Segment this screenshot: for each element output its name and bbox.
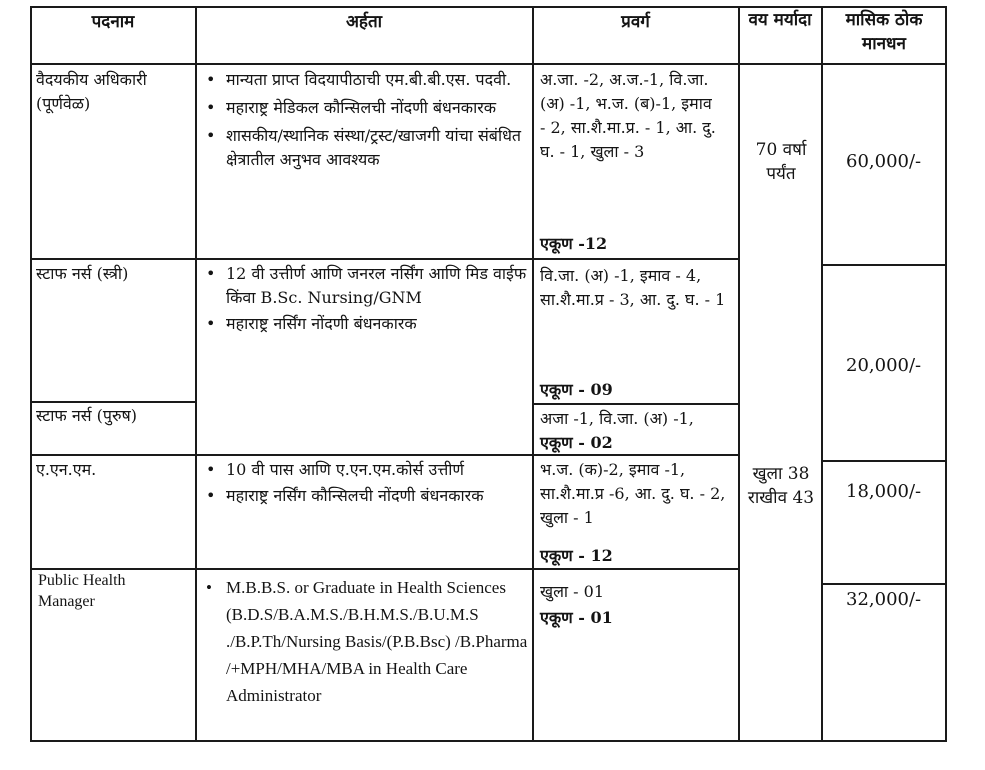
header-category: प्रवर्ग	[621, 12, 650, 32]
monthly-salary: 60,000/-	[846, 151, 922, 172]
qualification-list	[200, 458, 531, 508]
category-total: एकूण - 01	[540, 608, 613, 627]
post-name: स्टाफ नर्स (स्त्री)	[36, 264, 129, 283]
row-divider	[821, 460, 947, 462]
post-name: Public Health Manager	[38, 572, 126, 610]
qualification-item: • महाराष्ट्र नर्सिंग नोंदणी बंधनकारक	[226, 312, 531, 336]
qualification-item: • M.B.B.S. or Graduate in Health Sciences (B.D.S/B.A.M.S./B.H.M.S./B.U.M.S ./B.P.Th/Nursing Basis/(P.B.Bsc) /B.Pharma /+MPH/MHA/MBA in Health Care Administrator	[226, 574, 536, 709]
header-age-limit: वय मर्यादा	[748, 10, 812, 30]
monthly-salary: 18,000/-	[846, 481, 922, 502]
qualification-item: • महाराष्ट्र नर्सिंग कौन्सिलची नोंदणी बंधनकारक	[226, 484, 531, 508]
header-qualification: अर्हता	[345, 12, 383, 32]
category-breakdown: खुला - 01	[540, 582, 605, 601]
category-breakdown: वि.जा. (अ) -1, इमाव - 4, सा.शै.मा.प्र - 3, आ. दु. घ. - 1	[540, 266, 726, 309]
post-name: स्टाफ नर्स (पुरुष)	[36, 406, 138, 425]
monthly-salary: 32,000/-	[846, 589, 922, 610]
row-divider	[821, 264, 947, 266]
row-divider	[30, 258, 738, 260]
qualification-item: • 10 वी पास आणि ए.एन.एम.कोर्स उत्तीर्ण	[226, 458, 531, 482]
row-divider	[30, 401, 195, 403]
column-divider	[738, 6, 740, 742]
post-name: वैदयकीय अधिकारी (पूर्णवेळ)	[36, 70, 147, 113]
column-divider	[821, 6, 823, 742]
table-border-bottom	[30, 740, 947, 742]
category-total: एकूण - 02	[540, 433, 613, 452]
row-divider	[532, 403, 738, 405]
header-salary: मासिक ठोक मानधन	[845, 10, 923, 54]
header-divider	[30, 63, 947, 65]
age-limit: खुला 38 राखीव 43	[747, 464, 815, 508]
row-divider	[821, 583, 947, 585]
qualification-item: • 12 वी उत्तीर्ण आणि जनरल नर्सिंग आणि मिड वाईफ किंवा B.Sc. Nursing/GNM	[226, 262, 531, 310]
category-breakdown: अजा -1, वि.जा. (अ) -1,	[540, 409, 694, 428]
qualification-item: • मान्यता प्राप्त विदयापीठाची एम.बी.बी.एस. पदवी.	[226, 68, 526, 92]
category-total: एकूण -12	[540, 234, 608, 253]
age-limit: 70 वर्षा पर्यंत	[755, 140, 807, 184]
qualification-list	[200, 262, 531, 336]
column-divider	[195, 6, 197, 742]
category-breakdown: अ.जा. -2, अ.ज.-1, वि.जा. (अ) -1, भ.ज. (ब)-1, इमाव - 2, सा.शै.मा.प्र. - 1, आ. दु. घ. - 1, खुला - 3	[540, 70, 716, 161]
table-border-left	[30, 6, 32, 742]
category-total: एकूण - 12	[540, 546, 613, 565]
qualification-item: • शासकीय/स्थानिक संस्था/ट्रस्ट/खाजगी यांचा संबंधित क्षेत्रातील अनुभव आवश्यक	[226, 124, 526, 172]
qualification-item: • महाराष्ट्र मेडिकल कौन्सिलची नोंदणी बंधनकारक	[226, 96, 526, 120]
qualification-list	[200, 574, 536, 709]
qualification-list	[200, 68, 526, 172]
header-post: पदनाम	[91, 12, 135, 32]
category-breakdown: भ.ज. (क)-2, इमाव -1, सा.शै.मा.प्र -6, आ. दु. घ. - 2, खुला - 1	[540, 460, 726, 527]
category-total: एकूण - 09	[540, 380, 613, 399]
monthly-salary: 20,000/-	[846, 355, 922, 376]
post-name: ए.एन.एम.	[36, 460, 97, 479]
